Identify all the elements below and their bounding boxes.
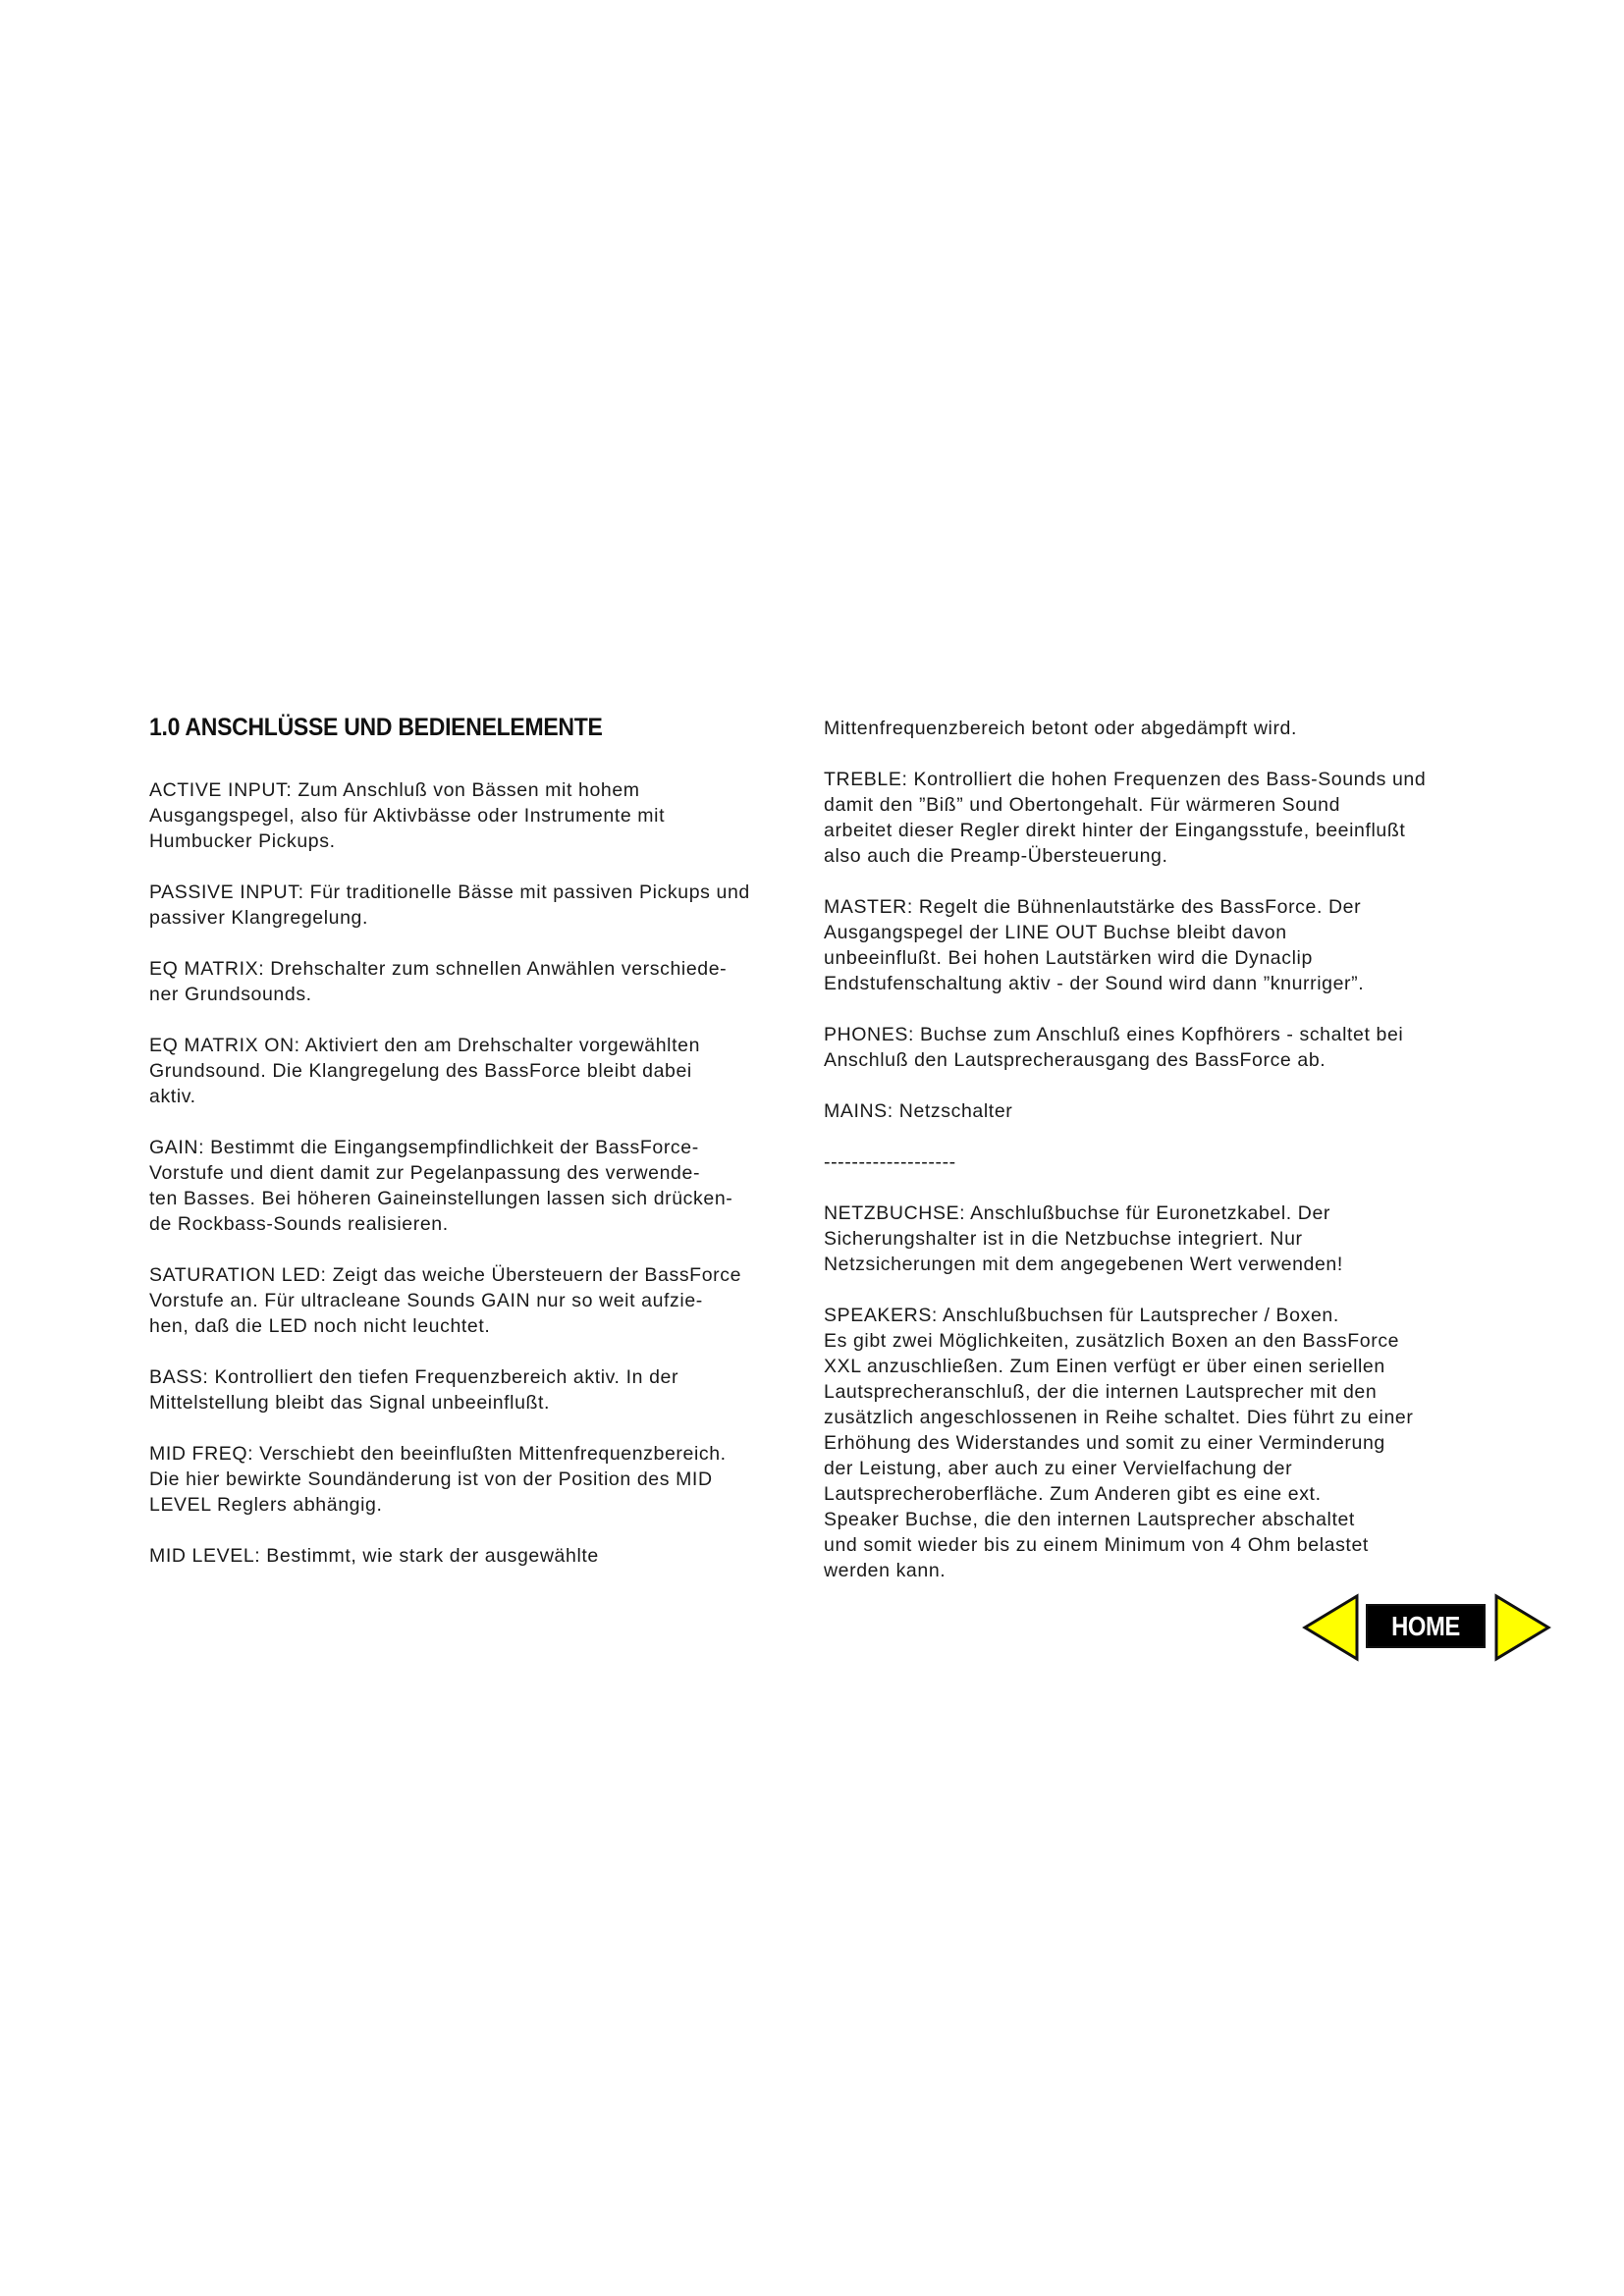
text-line: damit den ”Biß” und Obertongehalt. Für wärmeren Sound	[824, 794, 1341, 816]
paragraph	[149, 1262, 801, 1339]
paragraph	[824, 1149, 1476, 1175]
paragraph	[149, 1441, 801, 1518]
text-line: -------------------	[824, 1151, 956, 1173]
text-line: Ausgangspegel, also für Aktivbässe oder Instrumente mit	[149, 805, 666, 827]
paragraph	[824, 767, 1476, 869]
text-line: MASTER: Regelt die Bühnenlautstärke des BassForce. Der	[824, 896, 1362, 918]
text-line: Endstufenschaltung aktiv - der Sound wird dann ”knurriger”.	[824, 973, 1365, 994]
text-line: Humbucker Pickups.	[149, 830, 336, 852]
text-line: de Rockbass-Sounds realisieren.	[149, 1213, 449, 1235]
text-line: Speaker Buchse, die den internen Lautsprecher abschaltet	[824, 1509, 1355, 1530]
left-column	[149, 777, 801, 1594]
text-line: PHONES: Buchse zum Anschluß eines Kopfhörers - schaltet bei	[824, 1024, 1404, 1045]
home-button-label: HOME	[1391, 1610, 1460, 1641]
paragraph	[149, 1364, 801, 1415]
text-line: Sicherungshalter ist in die Netzbuchse integriert. Nur	[824, 1228, 1303, 1250]
page-title: 1.0 ANSCHLÜSSE UND BEDIENELEMENTE	[149, 714, 603, 741]
arrow-left-icon	[1302, 1593, 1361, 1662]
text-line: also auch die Preamp-Übersteuerung.	[824, 845, 1168, 867]
text-line: EQ MATRIX: Drehschalter zum schnellen Anwählen verschiede-	[149, 958, 728, 980]
text-line: XXL anzuschließen. Zum Einen verfügt er über einen seriellen	[824, 1356, 1385, 1377]
previous-page-button[interactable]	[1302, 1593, 1361, 1662]
text-line: Grundsound. Die Klangregelung des BassForce bleibt dabei	[149, 1060, 692, 1082]
text-line: MID LEVEL: Bestimmt, wie stark der ausgewählte	[149, 1545, 599, 1567]
text-line: GAIN: Bestimmt die Eingangsempfindlichkeit der BassForce-	[149, 1137, 699, 1158]
text-line: MID FREQ: Verschiebt den beeinflußten Mittenfrequenzbereich.	[149, 1443, 727, 1465]
text-line: SPEAKERS: Anschlußbuchsen für Lautsprecher / Boxen.	[824, 1305, 1339, 1326]
home-button[interactable]	[1366, 1604, 1486, 1648]
paragraph	[824, 894, 1476, 996]
paragraph	[149, 1543, 801, 1569]
text-line: arbeitet dieser Regler direkt hinter der Eingangsstufe, beeinflußt	[824, 820, 1406, 841]
text-line: Anschluß den Lautsprecherausgang des BassForce ab.	[824, 1049, 1326, 1071]
text-line: SATURATION LED: Zeigt das weiche Übersteuern der BassForce	[149, 1264, 742, 1286]
paragraph	[824, 1201, 1476, 1277]
text-line: passiver Klangregelung.	[149, 907, 369, 929]
paragraph	[824, 1022, 1476, 1073]
paragraph	[824, 716, 1476, 741]
paragraph	[149, 880, 801, 931]
text-line: aktiv.	[149, 1086, 196, 1107]
text-line: Lautsprecheroberfläche. Zum Anderen gibt es eine ext.	[824, 1483, 1322, 1505]
text-line: Vorstufe und dient damit zur Pegelanpassung des verwende-	[149, 1162, 701, 1184]
text-line: Es gibt zwei Möglichkeiten, zusätzlich Boxen an den BassForce	[824, 1330, 1400, 1352]
paragraph	[149, 956, 801, 1007]
text-line: Ausgangspegel der LINE OUT Buchse bleibt davon	[824, 922, 1287, 943]
next-page-button[interactable]	[1492, 1593, 1551, 1662]
text-line: MAINS: Netzschalter	[824, 1100, 1013, 1122]
right-column	[824, 716, 1476, 1609]
text-line: BASS: Kontrolliert den tiefen Frequenzbereich aktiv. In der	[149, 1366, 679, 1388]
text-line: Mittenfrequenzbereich betont oder abgedämpft wird.	[824, 718, 1298, 739]
text-line: Die hier bewirkte Soundänderung ist von der Position des MID	[149, 1468, 713, 1490]
text-line: PASSIVE INPUT: Für traditionelle Bässe mit passiven Pickups und	[149, 881, 750, 903]
text-line: LEVEL Reglers abhängig.	[149, 1494, 383, 1516]
text-line: Lautsprecheranschluß, der die internen Lautsprecher mit den	[824, 1381, 1378, 1403]
text-line: unbeeinflußt. Bei hohen Lautstärken wird die Dynaclip	[824, 947, 1313, 969]
paragraph	[149, 1033, 801, 1109]
text-line: ACTIVE INPUT: Zum Anschluß von Bässen mit hohem	[149, 779, 640, 801]
paragraph	[149, 777, 801, 854]
text-line: Netzsicherungen mit dem angegebenen Wert verwenden!	[824, 1254, 1343, 1275]
arrow-right-icon	[1492, 1593, 1551, 1662]
text-line: Mittelstellung bleibt das Signal unbeeinflußt.	[149, 1392, 551, 1414]
text-line: TREBLE: Kontrolliert die hohen Frequenzen des Bass-Sounds und	[824, 769, 1427, 790]
text-line: der Leistung, aber auch zu einer Vervielfachung der	[824, 1458, 1293, 1479]
text-line: Erhöhung des Widerstandes und somit zu einer Verminderung	[824, 1432, 1385, 1454]
paragraph	[824, 1098, 1476, 1124]
text-line: zusätzlich angeschlossenen in Reihe schaltet. Dies führt zu einer	[824, 1407, 1414, 1428]
text-line: EQ MATRIX ON: Aktiviert den am Drehschalter vorgewählten	[149, 1035, 701, 1056]
paragraph	[824, 1303, 1476, 1583]
text-line: werden kann.	[824, 1560, 947, 1581]
text-line: Vorstufe an. Für ultracleane Sounds GAIN nur so weit aufzie-	[149, 1290, 703, 1311]
paragraph	[149, 1135, 801, 1237]
text-line: und somit wieder bis zu einem Minimum von 4 Ohm belastet	[824, 1534, 1369, 1556]
text-line: hen, daß die LED noch nicht leuchtet.	[149, 1315, 491, 1337]
navigation-bar	[1302, 1593, 1557, 1662]
text-line: NETZBUCHSE: Anschlußbuchse für Euronetzkabel. Der	[824, 1202, 1331, 1224]
text-line: ner Grundsounds.	[149, 984, 312, 1005]
text-line: ten Basses. Bei höheren Gaineinstellungen lassen sich drücken-	[149, 1188, 733, 1209]
